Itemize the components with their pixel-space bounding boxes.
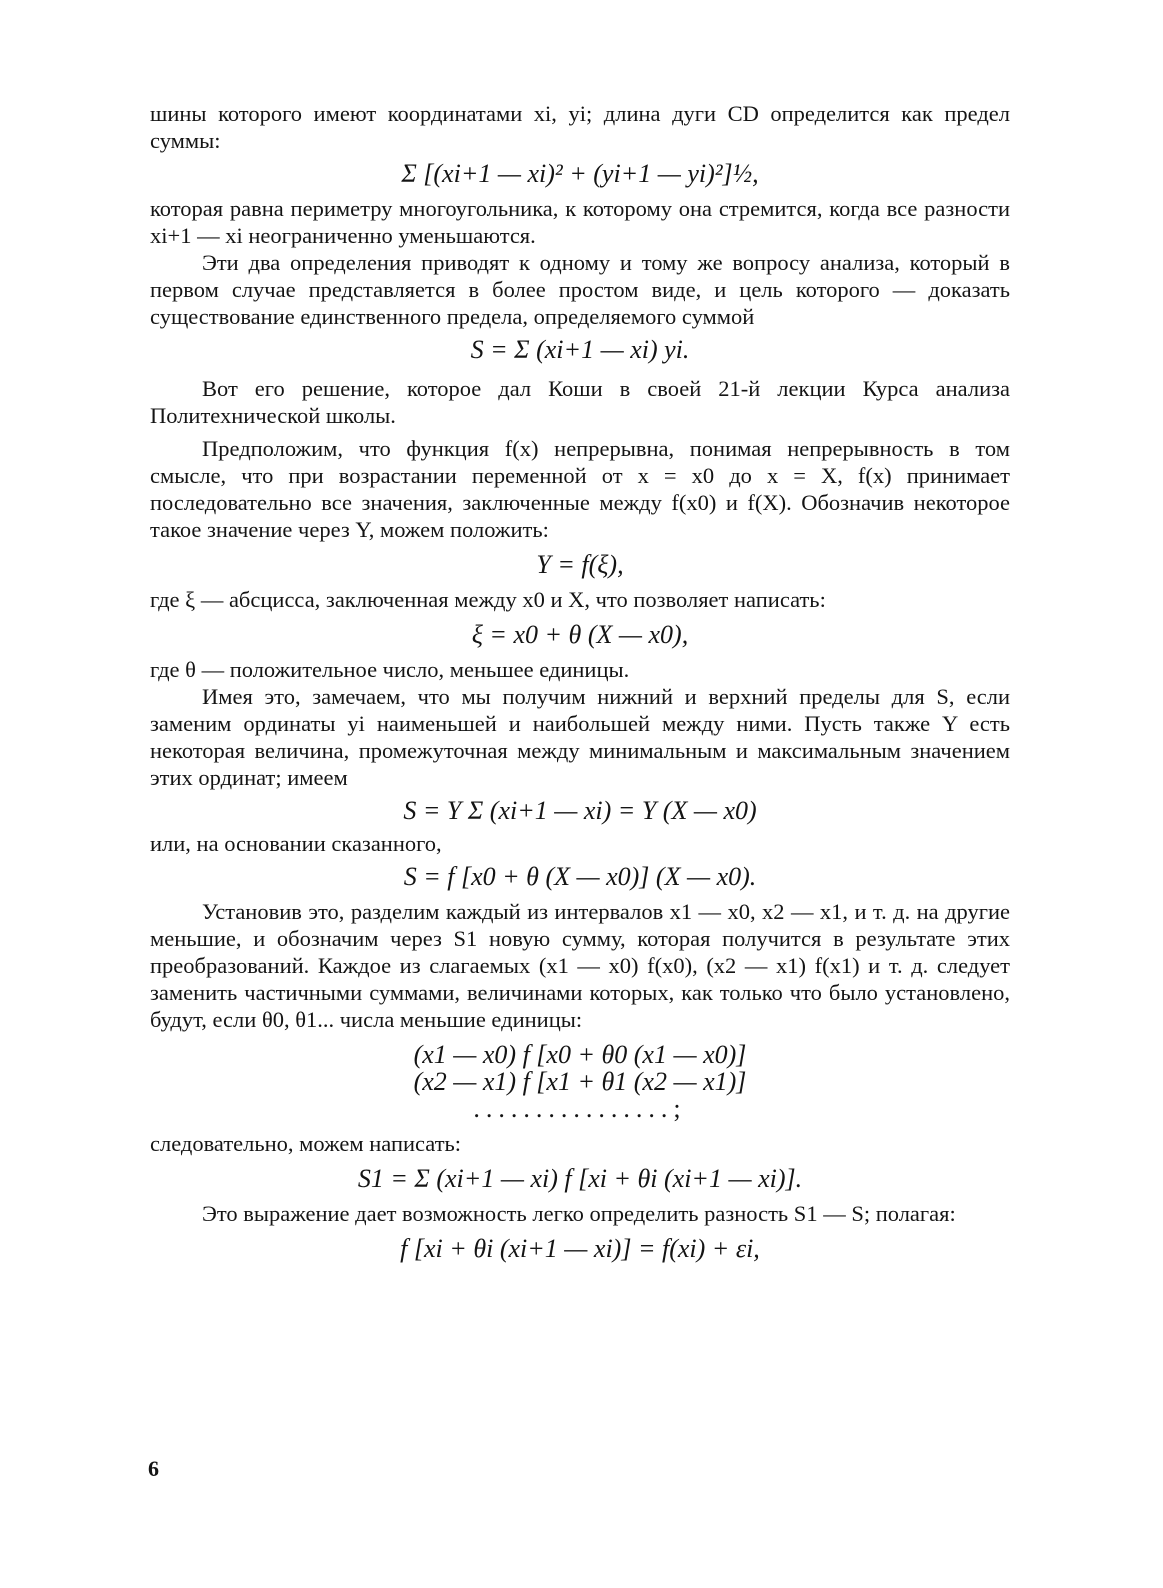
paragraph: Предположим, что функция f(x) непрерывна, понимая непрерывность в том смысле, что при возрастании переменной от x = x0 до x = X, f(x) принимает последовательно все значения, заключенные между f(x0) и f(X). Обозначив некоторое такое значение через Y, можем положить: bbox=[150, 436, 1010, 542]
page-number: 6 bbox=[148, 1456, 159, 1481]
paragraph: следовательно, можем написать: bbox=[150, 1131, 462, 1156]
paragraph: или, на основании сказанного, bbox=[150, 831, 442, 856]
paragraph: Вот его решение, которое дал Коши в своей 21-й лекции Курса анализа Политехнической школы. bbox=[150, 376, 1010, 428]
paragraph: где θ — положительное число, меньшее единицы. bbox=[150, 657, 630, 682]
formula: f [xi + θi (xi+1 — xi)] = f(xi) + εi, bbox=[400, 1234, 760, 1263]
paragraph: которая равна периметру многоугольника, к которому она стремится, когда все разности xi+1 — xi неограниченно уменьшаются. bbox=[150, 196, 1010, 248]
formula: (x2 — x1) f [x1 + θ1 (x2 — x1)] bbox=[413, 1067, 747, 1096]
formula-dots: ................; bbox=[473, 1094, 687, 1123]
paragraph: где ξ — абсцисса, заключенная между x0 и X, что позволяет написать: bbox=[150, 587, 826, 612]
formula: S = f [x0 + θ (X — x0)] (X — x0). bbox=[403, 862, 757, 891]
formula: S = Y Σ (xi+1 — xi) = Y (X — x0) bbox=[403, 796, 757, 825]
formula: Y = f(ξ), bbox=[536, 550, 624, 579]
formula: ξ = x0 + θ (X — x0), bbox=[471, 620, 689, 649]
paragraph: Установив это, разделим каждый из интервалов x1 — x0, x2 — x1, и т. д. на другие меньшие, и обозначим через S1 новую сумму, которая получится в результате этих преобразований. Каждое из слагаемых (x1 — x0) f(x0), (x2 — x1) f(x1) и т. д. следует заменить частичными суммами, величинами которых, как только что было установлено, будут, если θ0, θ1... числа меньшие единицы: bbox=[150, 899, 1010, 1032]
formula: (x1 — x0) f [x0 + θ0 (x1 — x0)] bbox=[413, 1040, 747, 1069]
formula: S1 = Σ (xi+1 — xi) f [xi + θi (xi+1 — xi)]. bbox=[357, 1164, 803, 1193]
paragraph: Имея это, замечаем, что мы получим нижний и верхний пределы для S, если заменим ординаты yi наименьшей и наибольшей между ними. Пусть также Y есть некоторая величина, промежуточная между минимальным и максимальным значением этих ординат; имеем bbox=[150, 684, 1010, 790]
formula: Σ [(xi+1 — xi)² + (yi+1 — yi)²]½, bbox=[401, 159, 759, 188]
paragraph: шины которого имеют координатами xi, yi; длина дуги CD определится как предел суммы: bbox=[150, 101, 1010, 153]
formula: S = Σ (xi+1 — xi) yi. bbox=[470, 335, 690, 364]
paragraph: Эти два определения приводят к одному и тому же вопросу анализа, который в первом случае представляется в более простом виде, и цель которого — доказать существование единственного предела, определяемого суммой bbox=[150, 250, 1010, 329]
paragraph: Это выражение дает возможность легко определить разность S1 — S; полагая: bbox=[202, 1201, 956, 1226]
text-block bbox=[150, 100, 1010, 1262]
